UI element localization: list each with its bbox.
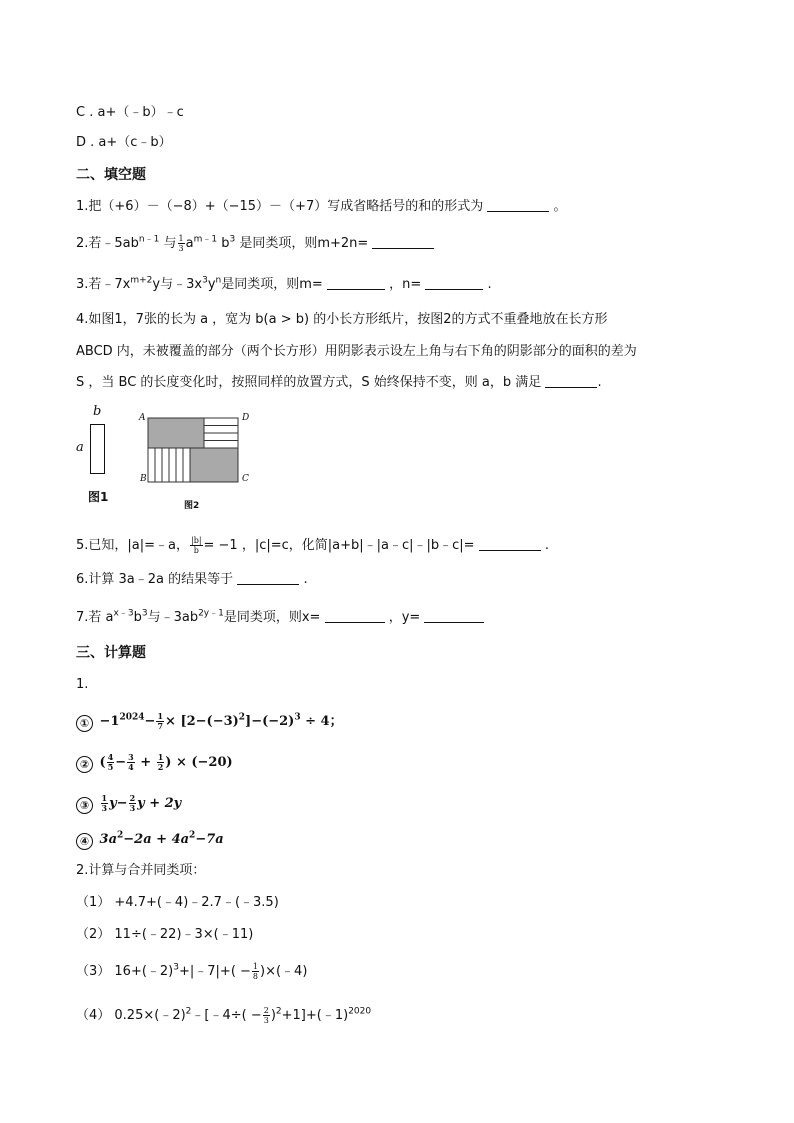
denominator: 3 bbox=[263, 1016, 269, 1025]
expr-part: y + 2y bbox=[137, 796, 182, 811]
answer-blank[interactable] bbox=[237, 571, 299, 585]
numerator: 2 bbox=[129, 793, 136, 803]
expr-part: 3a bbox=[99, 832, 117, 847]
denominator: 4 bbox=[128, 762, 134, 772]
denominator: 8 bbox=[252, 972, 259, 981]
denominator: 7 bbox=[157, 721, 164, 731]
section-fill-in-title: 二、填空题 bbox=[76, 167, 146, 183]
expr-part: −1 bbox=[99, 714, 120, 729]
calc-q1-label: 1. bbox=[76, 677, 89, 692]
fraction-one-eighth bbox=[252, 962, 259, 981]
answer-blank[interactable] bbox=[479, 537, 541, 551]
expr-part: ) bbox=[270, 1008, 276, 1023]
fill-q7-text: ，y= bbox=[388, 610, 421, 625]
fig2-label-c: C bbox=[242, 474, 249, 484]
numerator: 4 bbox=[107, 752, 114, 762]
figure-2 bbox=[138, 412, 258, 512]
fraction-two-thirds bbox=[263, 1006, 270, 1025]
fill-q6-text: 6.计算 3a﹣2a 的结果等于 bbox=[76, 572, 234, 587]
fill-q4-line1: 4.如图1，7张的长为 a ，宽为 b(a > b) 的小长方形纸片，按图2的方式不重叠地放在长方形 bbox=[76, 312, 608, 327]
fill-q5-end: . bbox=[544, 538, 550, 553]
fill-q2-text: 是同类项，则m+2n= bbox=[239, 236, 369, 251]
fill-q1-end: 。 bbox=[553, 199, 567, 214]
expr-part: × [2−(−3) bbox=[165, 714, 239, 729]
expr-part: +|﹣7|+( − bbox=[179, 964, 251, 979]
fig2-label-a: A bbox=[139, 413, 146, 423]
fill-q4-line3 bbox=[76, 374, 602, 392]
fig1-label-b: b bbox=[93, 404, 102, 419]
fraction-abs-b-over-b bbox=[190, 536, 203, 555]
fill-q2-text: 与 bbox=[163, 236, 177, 251]
exponent: m﹣1 bbox=[193, 234, 218, 245]
fill-q2 bbox=[76, 234, 434, 253]
numerator: |b| bbox=[191, 536, 202, 545]
expr-part: ÷ 4； bbox=[300, 714, 343, 729]
fill-q3-text: 3.若﹣7x bbox=[76, 277, 131, 292]
calc-q2-part2: （2） 11÷(﹣22)﹣3×(﹣11) bbox=[76, 927, 254, 942]
fraction-one-seventh bbox=[156, 712, 164, 731]
calc-q2-part4 bbox=[76, 1006, 371, 1025]
answer-blank[interactable] bbox=[487, 198, 549, 212]
exponent: 2 bbox=[275, 1006, 282, 1017]
denominator: 3 bbox=[129, 803, 136, 813]
fill-q4-end: . bbox=[597, 375, 602, 390]
fraction-four-fifths bbox=[107, 753, 115, 772]
fraction-three-quarters bbox=[127, 753, 135, 772]
fill-q5-text: = −1 ，|c|=c，化简|a+b|﹣|a﹣c|﹣|b﹣c|= bbox=[203, 538, 475, 553]
figure-1 bbox=[76, 404, 126, 514]
calc-q2-part3 bbox=[76, 962, 307, 981]
expr-part: −2a + 4a bbox=[123, 832, 190, 847]
answer-blank[interactable] bbox=[545, 374, 597, 388]
fill-q3-text: ，n= bbox=[389, 277, 422, 292]
numerator: 1 bbox=[178, 234, 184, 243]
fill-q3-text: . bbox=[487, 277, 492, 292]
fill-q3-text: 是同类项，则m= bbox=[221, 277, 323, 292]
exponent: 2 bbox=[185, 1006, 192, 1017]
exponent: n bbox=[215, 275, 222, 286]
item-number: ④ bbox=[76, 833, 93, 850]
option-d: D . a+（c﹣b） bbox=[76, 135, 172, 150]
fill-q3 bbox=[76, 276, 492, 294]
fig2-diagram bbox=[138, 412, 258, 492]
exponent: m+2 bbox=[130, 275, 153, 286]
denominator: 3 bbox=[101, 803, 108, 813]
expr-part: ﹣[﹣4÷( − bbox=[191, 1008, 262, 1023]
numerator: 3 bbox=[128, 752, 134, 762]
item-number: ② bbox=[76, 756, 93, 773]
denominator: 5 bbox=[107, 762, 114, 772]
denominator: 2 bbox=[157, 762, 164, 772]
fill-q6-end: . bbox=[303, 572, 308, 587]
option-c: C . a+（﹣b）﹣c bbox=[76, 105, 184, 120]
fraction-one-third bbox=[178, 234, 185, 253]
exponent: 2 bbox=[189, 830, 196, 841]
fill-q1-text: 1.把（+6）－（−8）+（−15）－（+7）写成省略括号的和的形式为 bbox=[76, 199, 484, 214]
exponent: 2y﹣1 bbox=[198, 608, 224, 619]
expr-part: −7a bbox=[195, 832, 224, 847]
fig2-label-d: D bbox=[242, 413, 250, 423]
expr-part: （4） 0.25×(﹣2) bbox=[76, 1008, 186, 1023]
fill-q7-text: 与﹣3ab bbox=[147, 610, 199, 625]
fill-q4-text: S ，当 BC 的长度变化时，按照同样的放置方式，S 始终保持不变，则 a，b 满足 bbox=[76, 375, 542, 390]
fill-q5-text: 5.已知，|a|=﹣a， bbox=[76, 538, 189, 553]
expr-part: − bbox=[115, 755, 127, 770]
fraction-one-third bbox=[101, 794, 109, 813]
fill-q1 bbox=[76, 198, 567, 216]
exponent: n﹣1 bbox=[138, 234, 160, 245]
calc-expression-1 bbox=[76, 712, 343, 732]
fill-q5 bbox=[76, 536, 549, 555]
fill-q3-text: y bbox=[207, 277, 216, 292]
exponent: 2 bbox=[238, 712, 246, 723]
fig2-shaded-top-left bbox=[148, 418, 204, 448]
fig1-rectangle bbox=[90, 424, 105, 474]
numerator: 1 bbox=[157, 752, 164, 762]
calc-q2-part1: （1） +4.7+(﹣4)﹣2.7﹣(﹣3.5) bbox=[76, 895, 279, 910]
calc-expression-2 bbox=[76, 753, 233, 773]
numerator: 1 bbox=[157, 711, 164, 721]
fig2-shaded-bottom-right bbox=[190, 448, 238, 482]
expr-part: ) × (−20) bbox=[165, 755, 233, 770]
expr-part: y− bbox=[109, 796, 128, 811]
exponent: x﹣3 bbox=[113, 608, 134, 619]
expr-part: + bbox=[135, 755, 156, 770]
exponent: 3 bbox=[294, 712, 301, 723]
answer-blank[interactable] bbox=[327, 276, 385, 290]
fill-q4-line2: ABCD 内，未被覆盖的部分（两个长方形）用阴影表示设左上角与右下角的阴影部分的面积的差为 bbox=[76, 344, 637, 359]
numerator: 1 bbox=[101, 793, 108, 803]
fill-q2-text: b bbox=[221, 236, 230, 251]
expr-part: +1]+(﹣1) bbox=[281, 1008, 349, 1023]
fill-q7-text: 是同类项，则x= bbox=[223, 610, 321, 625]
expr-part: − bbox=[144, 714, 156, 729]
calc-expression-3 bbox=[76, 794, 181, 814]
fill-q2-text: 2.若﹣5ab bbox=[76, 236, 139, 251]
calc-expression-4 bbox=[76, 831, 224, 850]
exponent: 3 bbox=[173, 962, 179, 973]
fill-q3-text: y与﹣3x bbox=[152, 277, 203, 292]
denominator: 3 bbox=[178, 244, 184, 253]
item-number: ③ bbox=[76, 797, 93, 814]
exponent: 2 bbox=[117, 830, 124, 841]
fill-q7-text: b bbox=[133, 610, 142, 625]
fig2-label-b: B bbox=[140, 474, 147, 484]
exponent: 2020 bbox=[348, 1006, 372, 1017]
expr-part: ( bbox=[99, 755, 106, 770]
fraction-two-thirds bbox=[129, 794, 137, 813]
calc-q2-title: 2.计算与合并同类项： bbox=[76, 863, 206, 878]
fill-q7 bbox=[76, 609, 484, 627]
item-number: ① bbox=[76, 715, 93, 732]
section-calc-title: 三、计算题 bbox=[76, 645, 146, 661]
expr-part: )×(﹣4) bbox=[260, 964, 308, 979]
expr-part: （3） 16+(﹣2) bbox=[76, 964, 174, 979]
fill-q6 bbox=[76, 571, 308, 589]
denominator: b bbox=[193, 546, 199, 555]
exponent: 3 bbox=[202, 275, 208, 286]
answer-blank[interactable] bbox=[325, 609, 385, 623]
exponent: 3 bbox=[229, 234, 236, 245]
answer-blank[interactable] bbox=[425, 276, 483, 290]
expr-part: ]−(−2) bbox=[245, 714, 295, 729]
fraction-one-half bbox=[157, 753, 165, 772]
fill-q2-text: a bbox=[185, 236, 194, 251]
fill-q7-text: 7.若 a bbox=[76, 610, 114, 625]
numerator: 2 bbox=[263, 1006, 269, 1015]
fig1-caption: 图1 bbox=[88, 490, 109, 504]
fig1-label-a: a bbox=[76, 440, 84, 455]
fig2-caption: 图2 bbox=[184, 501, 200, 511]
numerator: 1 bbox=[252, 962, 259, 971]
exponent: 3 bbox=[141, 608, 148, 619]
exponent: 2024 bbox=[119, 712, 145, 723]
answer-blank[interactable] bbox=[424, 609, 484, 623]
answer-blank[interactable] bbox=[372, 235, 434, 249]
